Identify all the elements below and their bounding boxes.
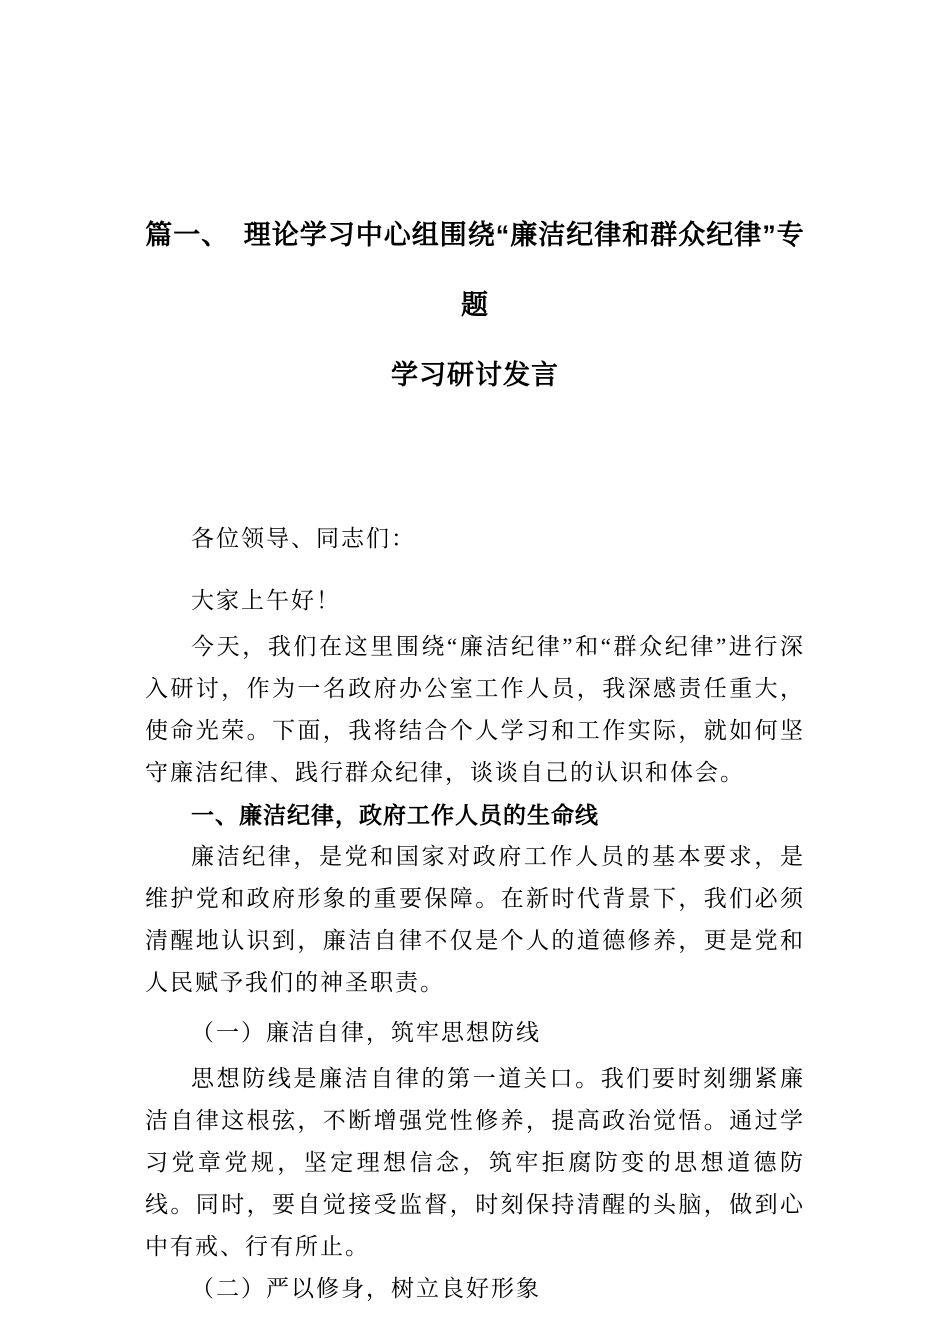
title-line-2: 学习研讨发言 <box>391 360 559 390</box>
body-paragraph: 思想防线是廉洁自律的第一道关口。我们要时刻绷紧廉洁自律这根弦，不断增强党性修养，提高政治觉悟。通过学习党章党规，坚定理想信念，筑牢拒腐防变的思想道德防线。同时，要自觉接受监督，时刻保持清醒的头脑，做到心中有戒、行有所止。 <box>145 1066 805 1259</box>
document-body <box>145 518 805 1310</box>
greeting-line: 大家上午好！ <box>191 588 341 613</box>
title-line-1: 篇一、 理论学习中心组围绕“廉洁纪律和群众纪律”专题 <box>145 220 805 320</box>
document-title <box>145 200 805 410</box>
sub-section-heading: （一）廉洁自律，筑牢思想防线 <box>191 1020 541 1045</box>
sub-section-heading: （二）严以修身，树立良好形象 <box>191 1276 541 1301</box>
body-paragraph: 廉洁纪律，是党和国家对政府工作人员的基本要求，是维护党和政府形象的重要保障。在新时代背景下，我们必须清醒地认识到，廉洁自律不仅是个人的道德修养，更是党和人民赋予我们的神圣职责。 <box>145 844 805 995</box>
body-paragraph: 今天，我们在这里围绕“廉洁纪律”和“群众纪律”进行深入研讨，作为一名政府办公室工作人员，我深感责任重大，使命光荣。下面，我将结合个人学习和工作实际，就如何坚守廉洁纪律、践行群众纪律，谈谈自己的认识和体会。 <box>145 634 805 785</box>
greeting-line: 各位领导、同志们： <box>191 526 416 551</box>
section-heading: 一、廉洁纪律，政府工作人员的生命线 <box>191 802 599 828</box>
